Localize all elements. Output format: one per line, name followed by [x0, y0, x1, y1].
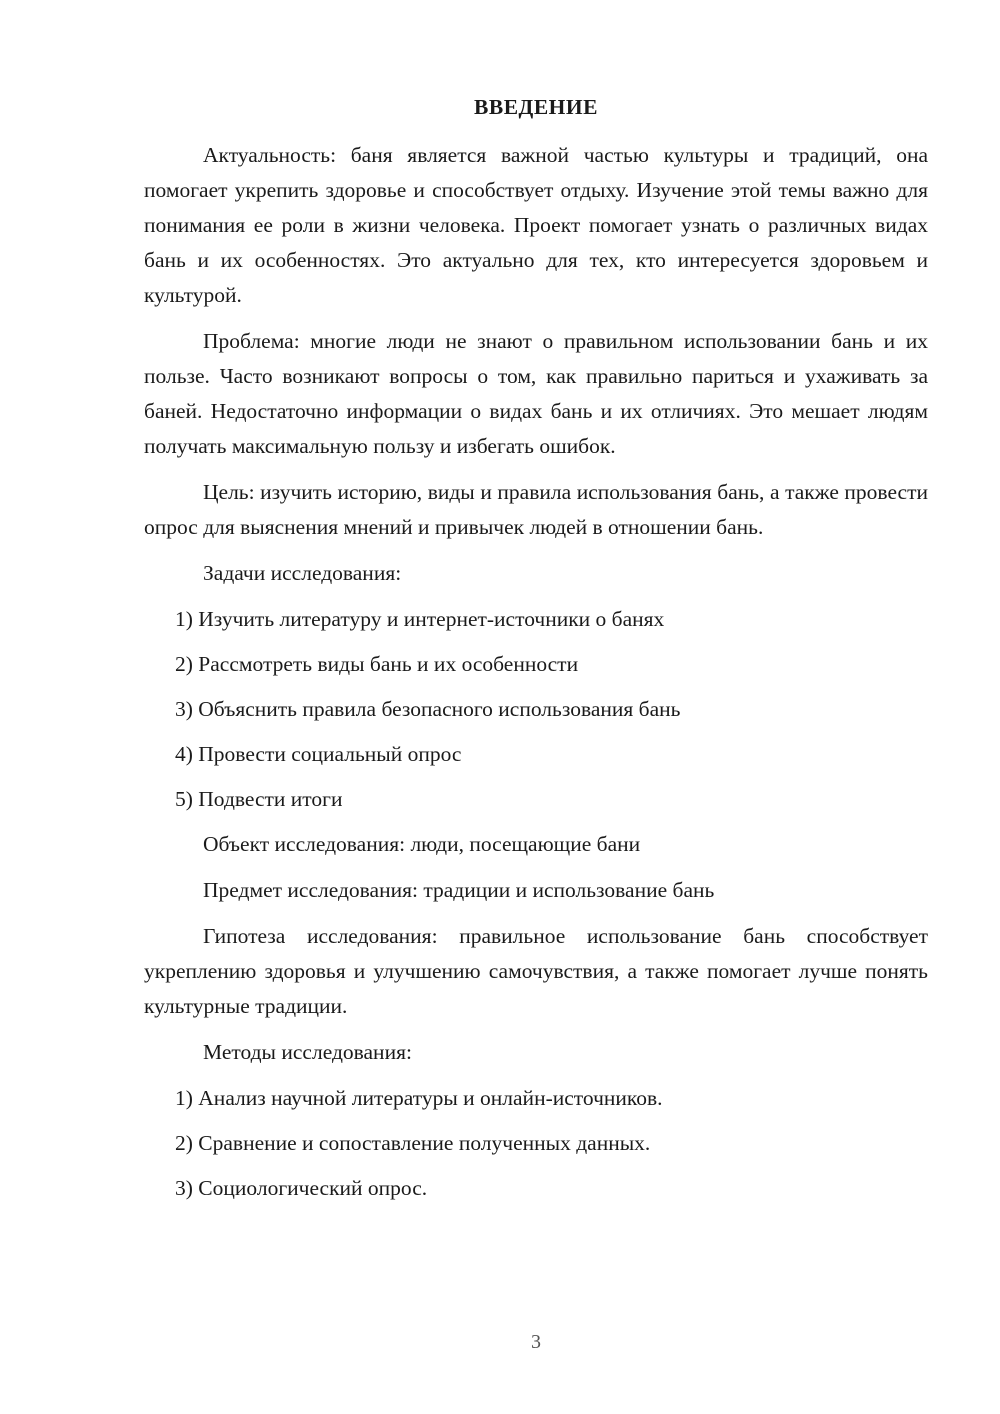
- method-item: 2) Сравнение и сопоставление полученных данных.: [175, 1131, 651, 1156]
- goal-paragraph: Цель: изучить историю, виды и правила использования бань, а также провести опрос для выяснения мнений и привычек людей в отношении бань.: [144, 480, 928, 540]
- method-item: 3) Социологический опрос.: [175, 1176, 428, 1201]
- research-subject: Предмет исследования: традиции и использование бань: [203, 878, 715, 903]
- section-title: ВВЕДЕНИЕ: [474, 95, 598, 119]
- document-page: [144, 92, 928, 1216]
- method-item: 1) Анализ научной литературы и онлайн-источников.: [175, 1086, 663, 1111]
- page-number: 3: [531, 1331, 541, 1353]
- research-object: Объект исследования: люди, посещающие бани: [203, 832, 641, 857]
- tasks-heading: Задачи исследования:: [203, 561, 402, 586]
- task-item: 3) Объяснить правила безопасного использования бань: [175, 697, 681, 722]
- task-item: 4) Провести социальный опрос: [175, 742, 462, 767]
- problem-paragraph: Проблема: многие люди не знают о правильном использовании бань и их пользе. Часто возникают вопросы о том, как правильно париться и ухаживать за баней. Недостаточно информации о видах бань и их отличиях. Это мешает людям получать максимальную пользу и избегать ошибок.: [144, 329, 928, 459]
- task-item: 1) Изучить литературу и интернет-источники о банях: [175, 607, 665, 632]
- task-item: 2) Рассмотреть виды бань и их особенности: [175, 652, 579, 677]
- hypothesis-paragraph: Гипотеза исследования: правильное использование бань способствует укреплению здоровья и улучшению самочувствия, а также помогает лучше понять культурные традиции.: [144, 924, 928, 1019]
- relevance-paragraph: Актуальность: баня является важной частью культуры и традиций, она помогает укрепить здоровье и способствует отдыху. Изучение этой темы важно для понимания ее роли в жизни человека. Проект помогает узнать о различных видах бань и их особенностях. Это актуально для тех, кто интересуется здоровьем и культурой.: [144, 143, 928, 308]
- methods-heading: Методы исследования:: [203, 1040, 412, 1065]
- task-item: 5) Подвести итоги: [175, 787, 343, 812]
